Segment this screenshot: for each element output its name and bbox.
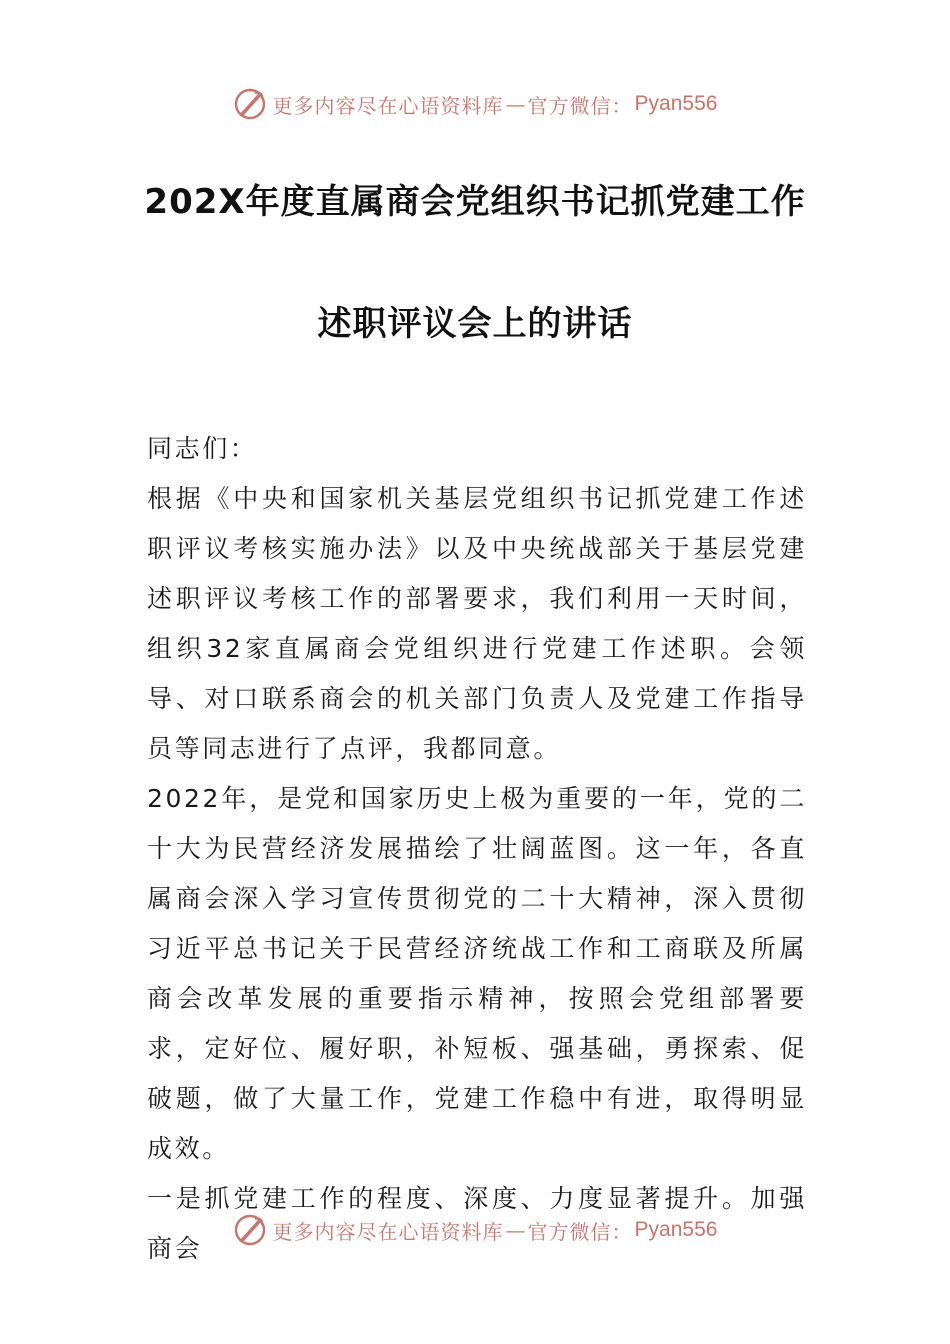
watermark-dash: — xyxy=(505,1218,526,1242)
watermark-text: 更多内容尽在心语资料库 xyxy=(272,93,504,118)
watermark-header xyxy=(0,84,950,124)
watermark-dash: — xyxy=(505,92,526,116)
watermark-handle: Pyan556 xyxy=(634,92,718,115)
document-body xyxy=(147,424,807,1274)
watermark-footer xyxy=(0,1210,950,1250)
watermark-handle: Pyan556 xyxy=(634,1218,718,1241)
watermark-label: 官方微信： xyxy=(527,93,633,118)
quill-logo-icon xyxy=(233,1213,267,1247)
salutation: 同志们： xyxy=(147,434,258,463)
watermark-label: 官方微信： xyxy=(527,1219,633,1244)
document-title-line-1: 202X年度直属商会党组织书记抓党建工作 xyxy=(144,182,806,222)
quill-logo-icon xyxy=(233,87,267,121)
document-title-line-2: 述职评议会上的讲话 xyxy=(317,304,633,344)
paragraph: 2022年，是党和国家历史上极为重要的一年，党的二十大为民营经济发展描绘了壮阔蓝图。这一年，各直属商会深入学习宣传贯彻党的二十大精神，深入贯彻习近平总书记关于民营经济统战工作和工商联及所属商会改革发展的重要指示精神，按照会党组部署要求，定好位、履好职，补短板、强基础，勇探索、促破题，做了大量工作，党建工作稳中有进，取得明显成效。 xyxy=(147,784,807,1163)
paragraph: 根据《中央和国家机关基层党组织书记抓党建工作述职评议考核实施办法》以及中央统战部关于基层党建述职评议考核工作的部署要求，我们利用一天时间，组织32家直属商会党组织进行党建工作述职。会领导、对口联系商会的机关部门负责人及党建工作指导员等同志进行了点评，我都同意。 xyxy=(147,484,807,763)
watermark-text: 更多内容尽在心语资料库 xyxy=(272,1219,504,1244)
paragraph: 一是抓党建工作的程度、深度、力度显著提升。加强商会 xyxy=(147,1184,807,1263)
